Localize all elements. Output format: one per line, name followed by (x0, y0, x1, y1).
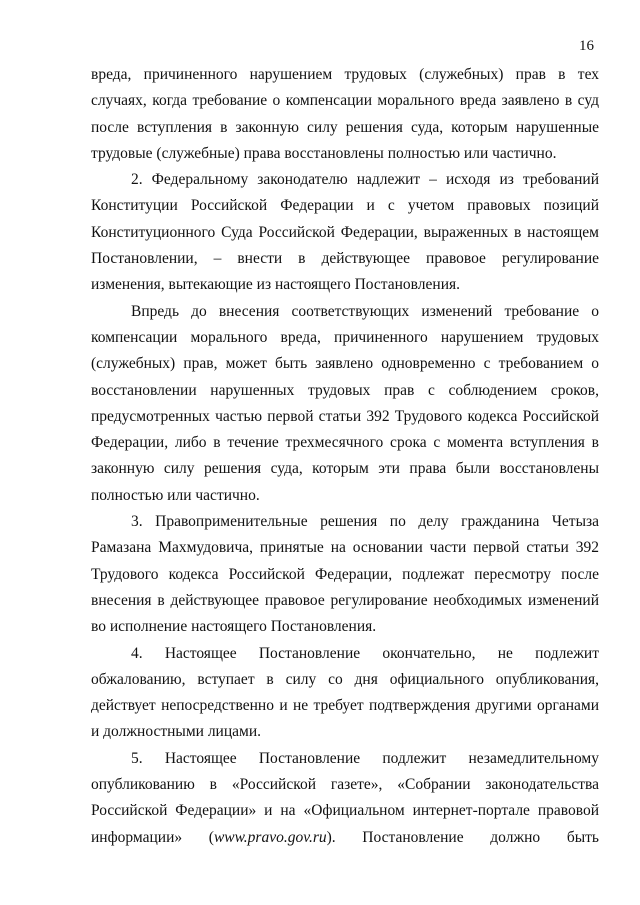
paragraph-item-3: 3. Правоприменительные решения по делу гражданина Четыза Рамазана Махмудовича, принятые на основании части первой статьи 392 Трудового кодекса Российской Федерации, подлежат пересмотру после внесения в действующее правовое регулирование необходимых изменений во исполнение настоящего Постановления. (91, 513, 599, 636)
document-body (91, 62, 599, 851)
paragraph-item-5-text: 5. Настоящее Постановление подлежит незамедлительному опубликованию в «Российской газете», «Собрании законодательства Российской Федерации» и на «Официальном интернет-портале правовой информации» ( (91, 749, 599, 846)
paragraph-item-5 (91, 746, 599, 851)
paragraph-item-4: 4. Настоящее Постановление окончательно, не подлежит обжалованию, вступает в силу со дня официального опубликования, действует непосредственно и не требует подтверждения другими органами и должностными лицами. (91, 644, 599, 741)
paragraph-item-5-tail: ). Постановление должно быть (326, 828, 599, 846)
pravo-link[interactable]: www.pravo.gov.ru (213, 828, 327, 846)
paragraph-continuation: вреда, причиненного нарушением трудовых (служебных) прав в тех случаях, когда требование о компенсации морального вреда заявлено в суд после вступления в законную силу решения суда, которым нарушенные трудовые (служебные) права восстановлены полностью или частично. (91, 66, 599, 162)
paragraph-interim-rule: Впредь до внесения соответствующих изменений требование о компенсации морального вреда, причиненного нарушением трудовых (служебных) прав, может быть заявлено одновременно с требованием о восстановлении нарушенных трудовых прав с соблюдением сроков, предусмотренных частью первой статьи 392 Трудового кодекса Российской Федерации, либо в течение трехмесячного срока с момента вступления в законную силу решения суда, которым эти права были восстановлены полностью или частично. (91, 302, 599, 504)
paragraph-item-2: 2. Федеральному законодателю надлежит – исходя из требований Конституции Российской Федерации и с учетом правовых позиций Конституционного Суда Российской Федерации, выраженных в настоящем Постановлении, – внести в действующее правовое регулирование изменения, вытекающие из настоящего Постановления. (91, 171, 599, 294)
page-number: 16 (579, 38, 594, 54)
